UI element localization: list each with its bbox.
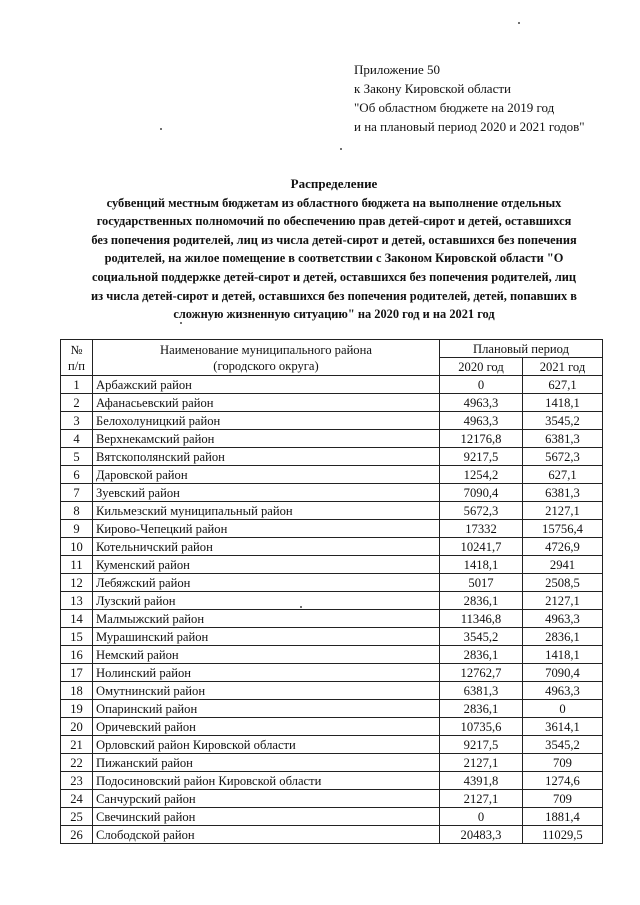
value-2020: 2836,1 [440,700,523,718]
header-name-line1: Наименование муниципального района [160,342,372,357]
value-2021: 3545,2 [523,736,603,754]
header-year-2021: 2021 год [523,358,603,376]
value-2021: 709 [523,790,603,808]
value-2021: 15756,4 [523,520,603,538]
row-number: 23 [61,772,93,790]
row-number: 4 [61,430,93,448]
header-period: Плановый период [440,340,603,358]
value-2020: 5672,3 [440,502,523,520]
district-name: Кильмезский муниципальный район [93,502,440,520]
district-name: Зуевский район [93,484,440,502]
table-row [61,772,603,790]
row-number: 6 [61,466,93,484]
scan-speck [340,148,342,150]
district-name: Афанасьевский район [93,394,440,412]
district-name: Свечинский район [93,808,440,826]
district-name: Котельничский район [93,538,440,556]
value-2021: 6381,3 [523,430,603,448]
district-name: Санчурский район [93,790,440,808]
scan-speck [160,128,162,130]
value-2021: 1418,1 [523,394,603,412]
value-2021: 627,1 [523,466,603,484]
header-number [61,340,93,376]
title-heading: Распределение [290,176,378,191]
value-2020: 7090,4 [440,484,523,502]
value-2020: 10241,7 [440,538,523,556]
district-name: Даровской район [93,466,440,484]
scan-speck [300,606,302,608]
district-name: Нолинский район [93,664,440,682]
table-row [61,646,603,664]
value-2020: 1254,2 [440,466,523,484]
value-2020: 2127,1 [440,754,523,772]
table-row [61,736,603,754]
table-body [61,376,603,844]
row-number: 10 [61,538,93,556]
title-line-7: сложную жизненную ситуацию" на 2020 год и на 2021 год [173,307,495,322]
value-2020: 0 [440,376,523,394]
value-2020: 5017 [440,574,523,592]
value-2021: 0 [523,700,603,718]
table-row [61,484,603,502]
header-name-line2: (городского округа) [213,358,319,373]
table-row [61,610,603,628]
row-number: 5 [61,448,93,466]
row-number: 24 [61,790,93,808]
district-name: Немский район [93,646,440,664]
table-row [61,664,603,682]
value-2021: 3545,2 [523,412,603,430]
value-2020: 10735,6 [440,718,523,736]
table-row [61,466,603,484]
title-line-5: социальной поддержке детей-сирот и детей, оставшихся без попечения родителей, лиц [91,269,577,284]
district-name: Верхнекамский район [93,430,440,448]
value-2021: 627,1 [523,376,603,394]
value-2020: 3545,2 [440,628,523,646]
value-2020: 4963,3 [440,412,523,430]
value-2020: 20483,3 [440,826,523,844]
table-row [61,538,603,556]
value-2020: 17332 [440,520,523,538]
district-name: Куменский район [93,556,440,574]
value-2021: 1418,1 [523,646,603,664]
scan-speck [180,322,182,324]
value-2021: 6381,3 [523,484,603,502]
table-row [61,520,603,538]
value-2021: 3614,1 [523,718,603,736]
title-line-3: без попечения родителей, лиц из числа детей-сирот и детей, оставшихся без попечения [91,232,577,247]
district-name: Мурашинский район [93,628,440,646]
row-number: 8 [61,502,93,520]
value-2021: 2836,1 [523,628,603,646]
header-year-2020: 2020 год [440,358,523,376]
row-number: 19 [61,700,93,718]
row-number: 17 [61,664,93,682]
row-number: 14 [61,610,93,628]
row-number: 7 [61,484,93,502]
value-2020: 12762,7 [440,664,523,682]
header-number-line1: № [70,342,83,357]
row-number: 25 [61,808,93,826]
value-2020: 1418,1 [440,556,523,574]
row-number: 18 [61,682,93,700]
district-name: Слободской район [93,826,440,844]
row-number: 13 [61,592,93,610]
row-number: 26 [61,826,93,844]
row-number: 16 [61,646,93,664]
table-row [61,754,603,772]
row-number: 2 [61,394,93,412]
row-number: 21 [61,736,93,754]
value-2020: 11346,8 [440,610,523,628]
title-line-6: из числа детей-сирот и детей, оставшихся без попечения родителей, детей, попавших в [91,288,577,303]
appendix-line-3: "Об областном бюджете на 2019 год [354,100,555,115]
table-row [61,628,603,646]
table-row [61,556,603,574]
table-row [61,592,603,610]
table-row [61,718,603,736]
district-name: Вятскополянский район [93,448,440,466]
table-row [61,448,603,466]
row-number: 15 [61,628,93,646]
value-2021: 2941 [523,556,603,574]
table-header-row [61,340,603,358]
district-name: Кирово-Чепецкий район [93,520,440,538]
value-2020: 9217,5 [440,736,523,754]
table-row [61,412,603,430]
appendix-line-1: Приложение 50 [354,62,441,77]
value-2021: 4963,3 [523,682,603,700]
district-name: Белохолуницкий район [93,412,440,430]
value-2021: 7090,4 [523,664,603,682]
row-number: 22 [61,754,93,772]
value-2021: 4963,3 [523,610,603,628]
table-row [61,430,603,448]
table-row [61,394,603,412]
value-2020: 2127,1 [440,790,523,808]
value-2020: 4963,3 [440,394,523,412]
document-title [40,175,628,324]
value-2020: 9217,5 [440,448,523,466]
district-name: Подосиновский район Кировской области [93,772,440,790]
district-name: Пижанский район [93,754,440,772]
value-2020: 4391,8 [440,772,523,790]
title-line-2: государственных полномочий по обеспечению прав детей-сирот и детей, оставшихся [96,214,572,229]
value-2021: 5672,3 [523,448,603,466]
appendix-line-2: к Закону Кировской области [354,81,511,96]
table-row [61,790,603,808]
table-row [61,574,603,592]
value-2021: 2127,1 [523,592,603,610]
value-2020: 6381,3 [440,682,523,700]
row-number: 11 [61,556,93,574]
value-2021: 2127,1 [523,502,603,520]
table-row [61,376,603,394]
table-row [61,826,603,844]
appendix-note [354,60,585,136]
row-number: 20 [61,718,93,736]
table-row [61,700,603,718]
row-number: 1 [61,376,93,394]
title-line-4: родителей, на жилое помещение в соответствии с Законом Кировской области "О [104,251,564,266]
appendix-line-4: и на плановый период 2020 и 2021 годов" [354,119,585,134]
value-2021: 1274,6 [523,772,603,790]
district-name: Оричевский район [93,718,440,736]
district-name: Опаринский район [93,700,440,718]
value-2020: 2836,1 [440,646,523,664]
district-name: Арбажский район [93,376,440,394]
value-2020: 12176,8 [440,430,523,448]
table-row [61,502,603,520]
district-name: Малмыжский район [93,610,440,628]
header-number-line2: п/п [68,358,85,373]
value-2021: 1881,4 [523,808,603,826]
district-name: Лебяжский район [93,574,440,592]
scan-speck [518,22,520,24]
value-2021: 2508,5 [523,574,603,592]
district-name: Омутнинский район [93,682,440,700]
value-2021: 709 [523,754,603,772]
header-name [93,340,440,376]
subvention-table [60,339,603,844]
value-2021: 4726,9 [523,538,603,556]
value-2021: 11029,5 [523,826,603,844]
district-name: Лузский район [93,592,440,610]
title-line-1: субвенций местным бюджетам из областного бюджета на выполнение отдельных [106,195,562,210]
district-name: Орловский район Кировской области [93,736,440,754]
row-number: 3 [61,412,93,430]
row-number: 12 [61,574,93,592]
value-2020: 0 [440,808,523,826]
table-row [61,682,603,700]
value-2020: 2836,1 [440,592,523,610]
table-row [61,808,603,826]
row-number: 9 [61,520,93,538]
